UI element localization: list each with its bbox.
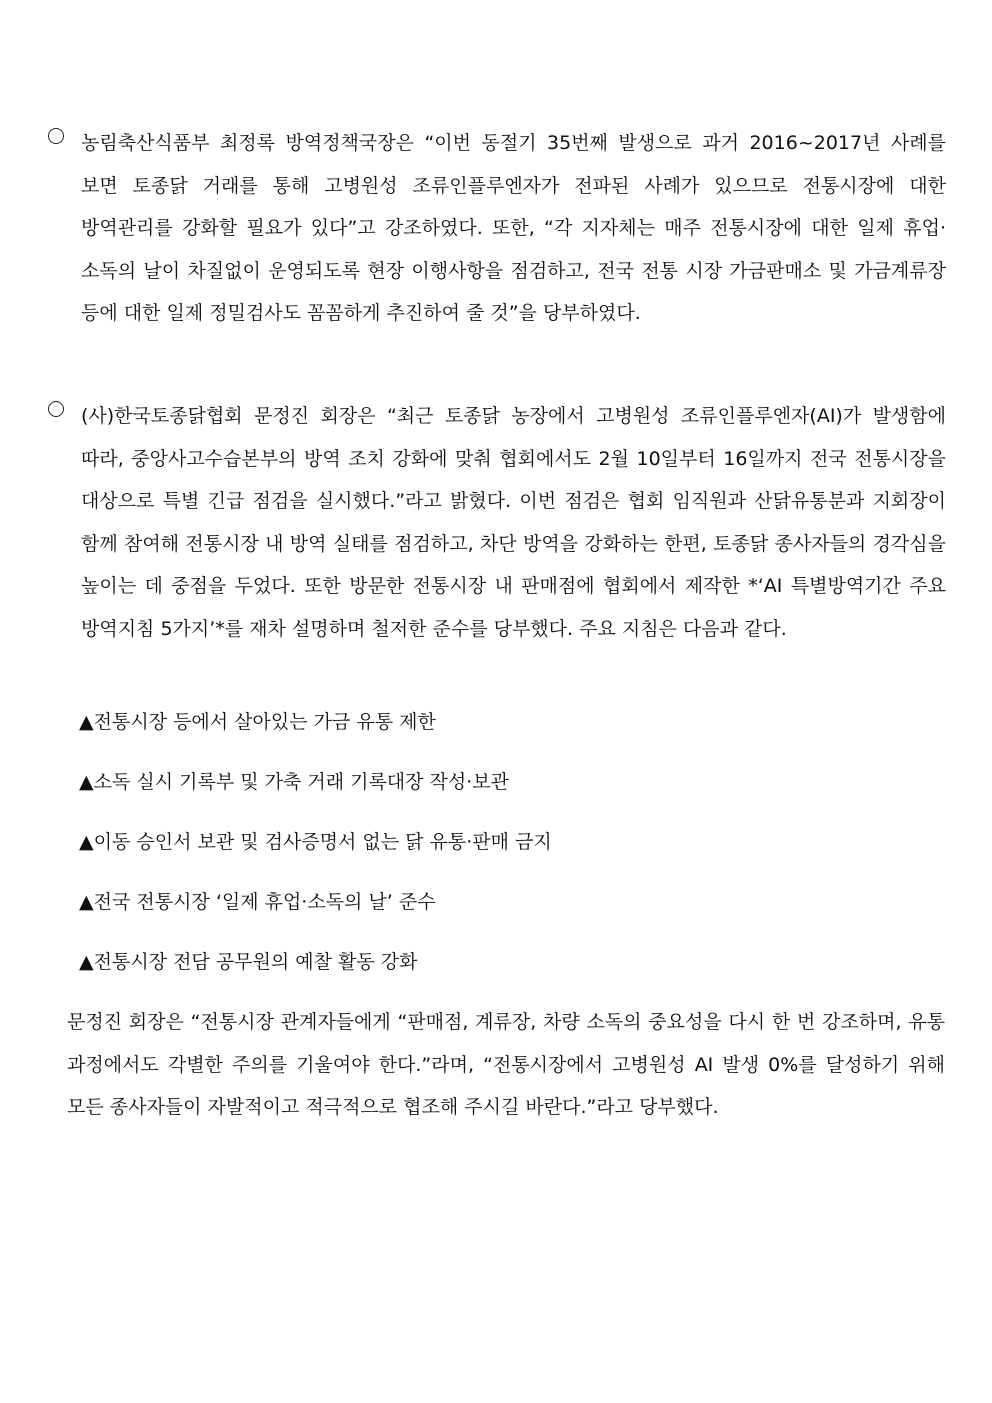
- paragraph-text-2: (사)한국토종닭협회 문정진 회장은 “최근 토종닭 농장에서 고병원성 조류인플루엔자(AI)가 발생함에 따라, 중앙사고수습본부의 방역 조치 강화에 맞춰 협회에서도 2월 10일부터 16일까지 전국 전통시장을 대상으로 특별 긴급 점검을 실시했다.”라고 밝혔다. 이번 점검은 협회 임직원과 산닭유통분과 지회장이 함께 참여해 전통시장 내 방역 실태를 점검하고, 차단 방역을 강화하는 한편, 토종닭 종사자들의 경각심을 높이는 데 중점을 두었다. 또한 방문한 전통시장 내 판매점에 협회에서 제작한 *‘AI 특별방역기간 주요 방역지침 5가지’*를 재차 설명하며 철저한 준수를 당부했다. 주요 지침은 다음과 같다.: [81, 405, 946, 640]
- paragraph-text-1: 농림축산식품부 최정록 방역정책국장은 “이번 동절기 35번째 발생으로 과거 2016~2017년 사례를 보면 토종닭 거래를 통해 고병원성 조류인플루엔자가 전파된 사례가 있으므로 전통시장에 대한 방역관리를 강화할 필요가 있다”고 강조하였다. 또한, “각 지자체는 매주 전통시장에 대한 일제 휴업·소독의 날이 차질없이 운영되도록 현장 이행사항을 점검하고, 전국 전통 시장 가금판매소 및 가금계류장 등에 대한 일제 정밀검사도 꼼꼼하게 추진하여 줄 것”을 당부하였다.: [81, 132, 946, 324]
- guideline-item-3: ▲이동 승인서 보관 및 검사증명서 없는 닭 유통·판매 금지: [79, 831, 552, 853]
- guideline-item-5: ▲전통시장 전담 공무원의 예찰 활동 강화: [79, 951, 418, 973]
- guideline-item-1: ▲전통시장 등에서 살아있는 가금 유통 제한: [79, 711, 436, 733]
- circle-bullet-icon: [48, 128, 64, 144]
- guideline-item-2: ▲소독 실시 기록부 및 가축 거래 기록대장 작성·보관: [79, 771, 510, 793]
- closing-paragraph: 문정진 회장은 “전통시장 관계자들에게 “판매점, 계류장, 차량 소독의 중요성을 다시 한 번 강조하며, 유통 과정에서도 각별한 주의를 기울여야 한다.”라며, “전통시장에서 고병원성 AI 발생 0%를 달성하기 위해 모든 종사자들이 자발적이고 적극적으로 협조해 주시길 바란다.”라고 당부했다.: [67, 1011, 945, 1118]
- guideline-item-4: ▲전국 전통시장 ‘일제 휴업·소독의 날’ 준수: [79, 891, 436, 913]
- circle-bullet-icon: [48, 401, 64, 417]
